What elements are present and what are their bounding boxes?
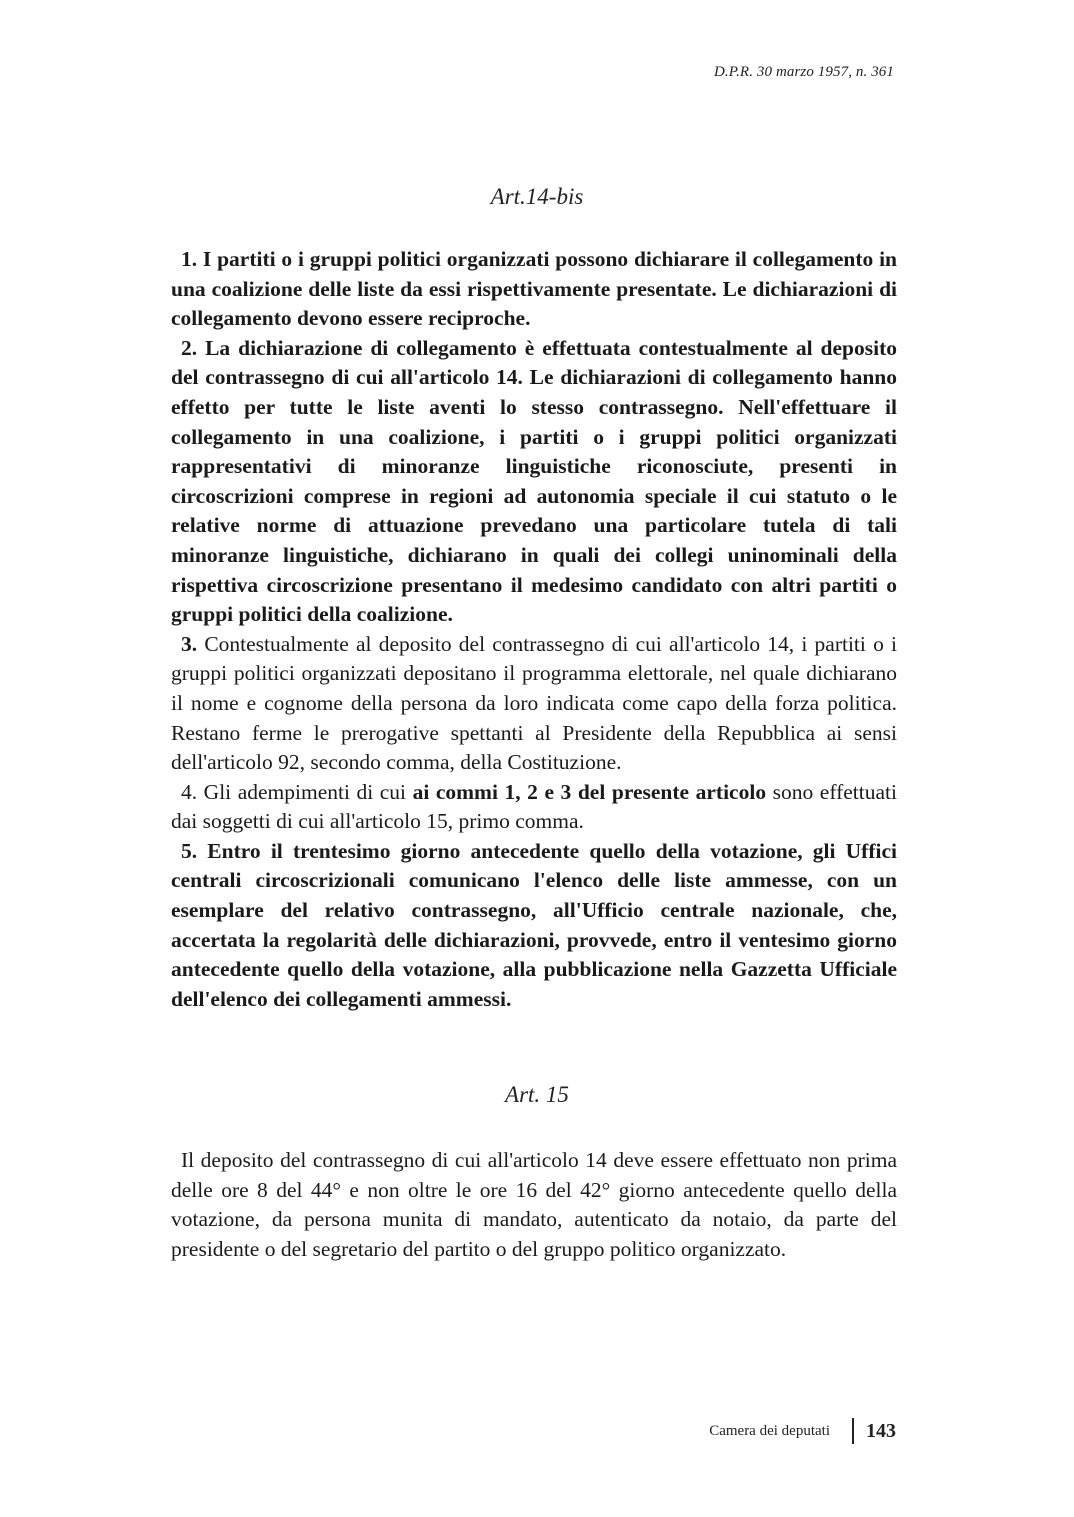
page-footer	[709, 1418, 896, 1444]
paragraph-3	[171, 630, 897, 778]
paragraph-1: 1. I partiti o i gruppi politici organizzati possono dichiarare il collegamento in una coalizione delle liste da essi rispettivamente presentate. Le dichiarazioni di collegamento devono essere reciproche.	[171, 247, 897, 331]
paragraph-3-text: Contestualmente al deposito del contrassegno di cui all'articolo 14, i partiti o i gruppi politici organizzati depositano il programma elettorale, nel quale dichiarano il nome e cognome della persona da loro indicata come capo della forza politica. Restano ferme le prerogative spettanti al Presidente della Repubblica ai sensi dell'articolo 92, secondo comma, della Costituzione.	[171, 631, 897, 775]
footer-divider	[852, 1418, 854, 1444]
article-15-body	[171, 1146, 897, 1264]
article-14-bis-body	[171, 245, 897, 1014]
paragraph-4	[171, 778, 897, 837]
paragraph-5: 5. Entro il trentesimo giorno antecedente quello della votazione, gli Uffici centrali circoscrizionali comunicano l'elenco delle liste ammesse, con un esemplare del relativo contrassegno, all'Ufficio centrale nazionale, che, accertata la regolarità delle dichiarazioni, provvede, entro il ventesimo giorno antecedente quello della votazione, alla pubblicazione nella Gazzetta Ufficiale dell'elenco dei collegamenti ammessi.	[171, 838, 897, 1011]
paragraph-4-text-before: 4. Gli adempimenti di cui	[181, 779, 413, 804]
article-14-bis-title: Art.14-bis	[490, 184, 584, 209]
paragraph-4-text-after: sono effettuati dai soggetti di cui all'articolo 15, primo comma.	[171, 779, 897, 834]
running-header: D.P.R. 30 marzo 1957, n. 361	[713, 64, 894, 80]
paragraph-3-number: 3.	[181, 631, 198, 656]
publisher-label: Camera dei deputati	[709, 1422, 830, 1439]
paragraph-4-text-bold: ai commi 1, 2 e 3 del presente articolo	[412, 779, 767, 804]
article-15-paragraph: Il deposito del contrassegno di cui all'articolo 14 deve essere effettuato non prima delle ore 8 del 44° e non oltre le ore 16 del 42° giorno antecedente quello della votazione, da persona munita di mandato, autenticato da notaio, da parte del presidente o del segretario del partito o del gruppo politico organizzato.	[171, 1148, 897, 1261]
paragraph-2: 2. La dichiarazione di collegamento è effettuata contestualmente al deposito del contrassegno di cui all'articolo 14. Le dichiarazioni di collegamento hanno effetto per tutte le liste aventi lo stesso contrassegno. Nell'effettuare il collegamento in una coalizione, i partiti o i gruppi politici organizzati rappresentativi di minoranze linguistiche riconosciute, presenti in circoscrizioni comprese in regioni ad autonomia speciale il cui statuto o le relative norme di attuazione prevedano una particolare tutela di tali minoranze linguistiche, dichiarano in quali dei collegi uninominali della rispettiva circoscrizione presentano il medesimo candidato con altri partiti o gruppi politici della coalizione.	[171, 335, 897, 627]
article-15-title: Art. 15	[505, 1082, 569, 1107]
page-number: 143	[866, 1419, 896, 1442]
